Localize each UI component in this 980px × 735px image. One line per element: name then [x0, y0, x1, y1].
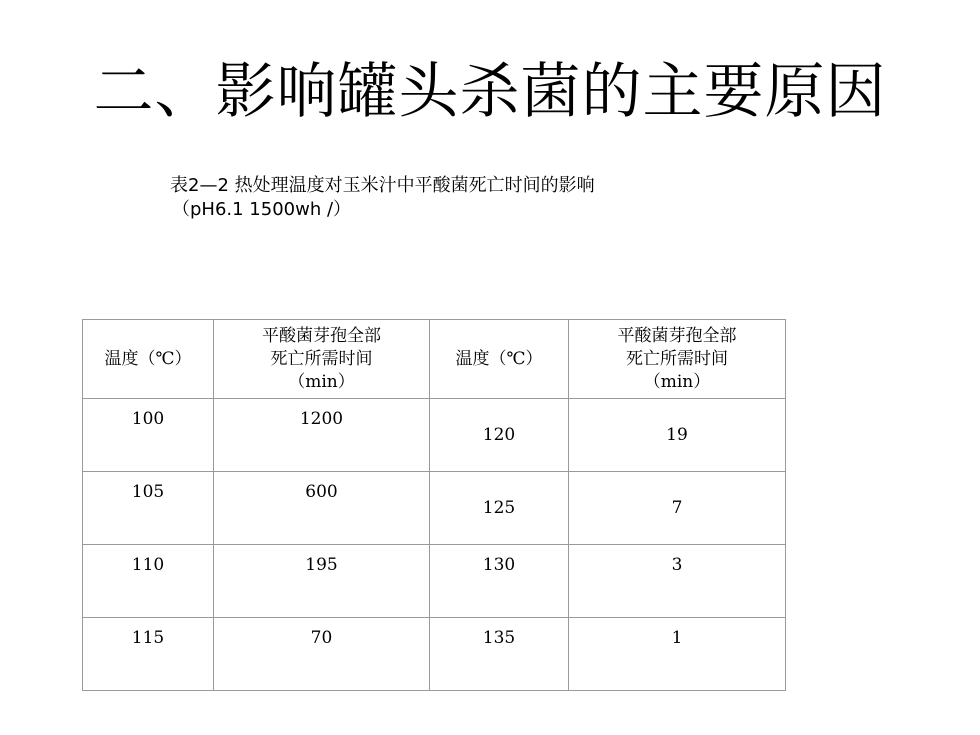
header-death-time-2-line-1: 平酸菌芽孢全部: [617, 325, 737, 346]
header-death-time-1-line-3: （min）: [288, 371, 355, 392]
table-row: [83, 399, 786, 472]
header-death-time-1-line-2: 死亡所需时间: [270, 348, 373, 369]
cell-temperature-1: 105: [83, 472, 214, 545]
cell-temperature-1: 115: [83, 618, 214, 691]
table-row: [83, 545, 786, 618]
cell-death-time-2: 1: [569, 618, 786, 691]
sterilization-table: [82, 319, 786, 691]
cell-death-time-1: 1200: [214, 399, 430, 472]
header-death-time-2-line-2: 死亡所需时间: [626, 348, 728, 369]
cell-temperature-2: 125: [430, 472, 569, 545]
cell-death-time-2: 7: [569, 472, 786, 545]
header-death-time-2-line-3: （min）: [643, 371, 711, 392]
cell-temperature-2: 130: [430, 545, 569, 618]
header-temperature-2: 温度（℃）: [430, 320, 569, 399]
cell-death-time-1: 600: [214, 472, 430, 545]
cell-temperature-2: 135: [430, 618, 569, 691]
table-header-row: [83, 320, 786, 399]
cell-death-time-1: 70: [214, 618, 430, 691]
slide-title: 二、影响罐头杀菌的主要原因: [93, 57, 887, 127]
table-row: [83, 618, 786, 691]
header-death-time-1: [214, 320, 430, 399]
cell-temperature-1: 110: [83, 545, 214, 618]
caption-line-1: 表2—2 热处理温度对玉米汁中平酸菌死亡时间的影响: [170, 175, 595, 196]
cell-death-time-2: 19: [569, 399, 786, 472]
header-death-time-2: [569, 320, 786, 399]
table-row: [83, 472, 786, 545]
cell-temperature-2: 120: [430, 399, 569, 472]
cell-death-time-2: 3: [569, 545, 786, 618]
table-caption: [170, 174, 595, 222]
cell-death-time-1: 195: [214, 545, 430, 618]
header-death-time-1-line-1: 平酸菌芽孢全部: [262, 325, 381, 346]
caption-line-2: （pH6.1 1500wh /）: [172, 199, 352, 220]
header-temperature-1: 温度（℃）: [83, 320, 214, 399]
cell-temperature-1: 100: [83, 399, 214, 472]
